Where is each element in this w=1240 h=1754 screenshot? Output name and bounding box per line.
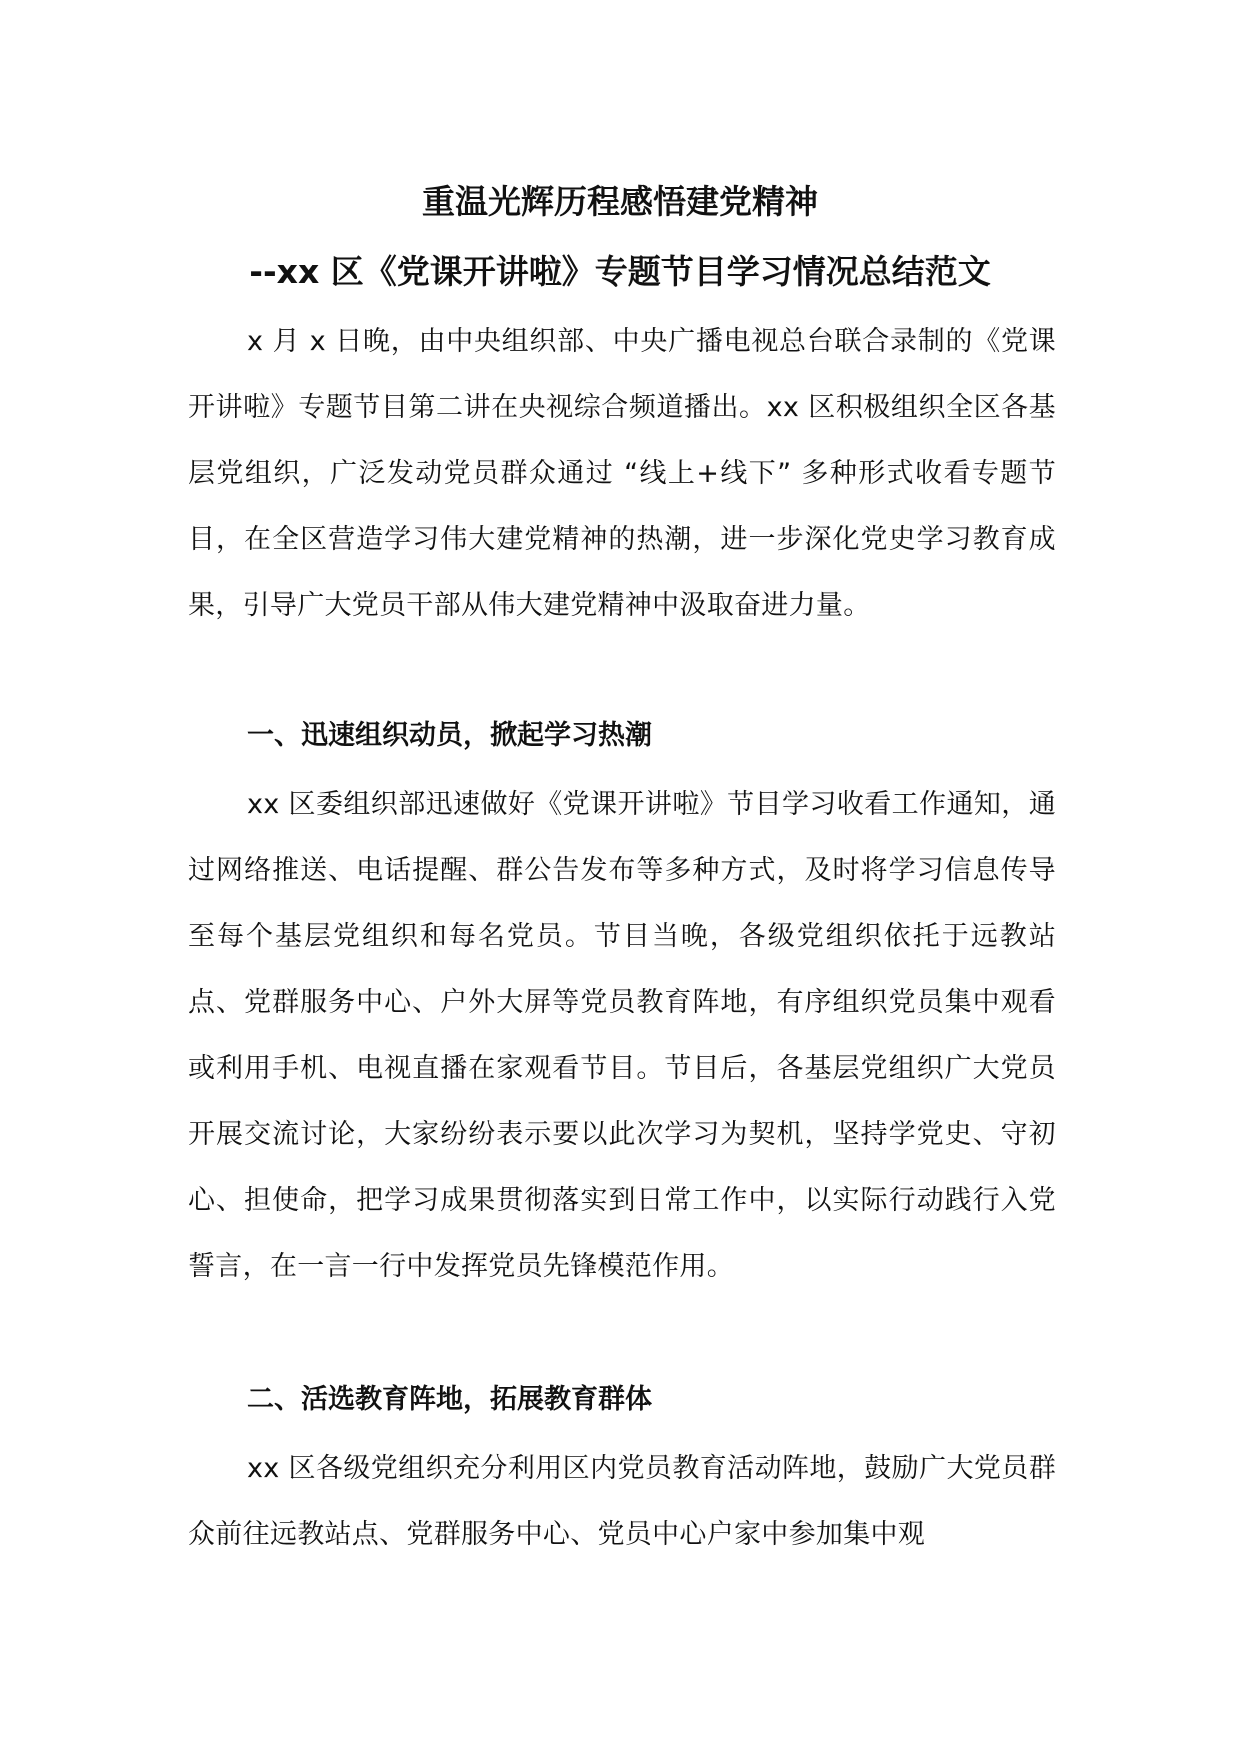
paragraph-section-2: xx 区各级党组织充分利用区内党员教育活动阵地，鼓励广大党员群众前往远教站点、党群服务中心、党员中心户家中参加集中观	[188, 1453, 1056, 1550]
section-heading-1: 一、迅速组织动员，掀起学习热潮	[247, 720, 652, 751]
document-subtitle: --xx 区《党课开讲啦》专题节目学习情况总结范文	[249, 252, 991, 291]
document-title: 重温光辉历程感悟建党精神	[422, 182, 818, 221]
paragraph-section-1: xx 区委组织部迅速做好《党课开讲啦》节目学习收看工作通知，通过网络推送、电话提醒、群公告发布等多种方式，及时将学习信息传导至每个基层党组织和每名党员。节目当晚，各级党组织依托于远教站点、党群服务中心、户外大屏等党员教育阵地，有序组织党员集中观看或利用手机、电视直播在家观看节目。节目后，各基层党组织广大党员开展交流讨论，大家纷纷表示要以此次学习为契机，坚持学党史、守初心、担使命，把学习成果贯彻落实到日常工作中，以实际行动践行入党誓言，在一言一行中发挥党员先锋模范作用。	[188, 789, 1056, 1282]
paragraph-intro: x 月 x 日晚，由中央组织部、中央广播电视总台联合录制的《党课开讲啦》专题节目第二讲在央视综合频道播出。xx 区积极组织全区各基层党组织，广泛发动党员群众通过 “线上+线下” 多种形式收看专题节目，在全区营造学习伟大建党精神的热潮，进一步深化党史学习教育成果，引导广大党员干部从伟大建党精神中汲取奋进力量。	[188, 326, 1056, 621]
section-heading-2: 二、活选教育阵地，拓展教育群体	[247, 1384, 652, 1415]
